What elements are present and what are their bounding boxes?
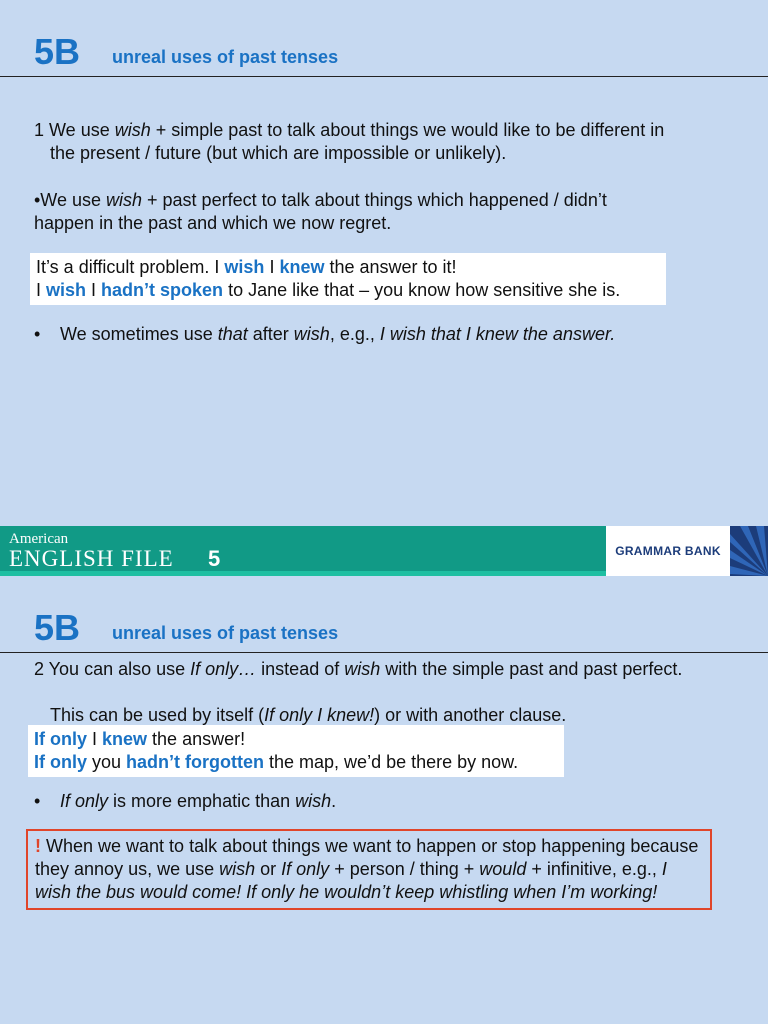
title-divider bbox=[0, 652, 768, 653]
rule-point-past-perfect: •We use wish + past perfect to talk about things which happened / didn’t happen in the past and which we now regret. bbox=[34, 190, 607, 233]
rule-point-2-usage: This can be used by itself (If only I knew!) or with another clause. bbox=[50, 705, 567, 725]
rule-point-2: 2 You can also use If only… instead of wish with the simple past and past perfect. bbox=[34, 659, 683, 679]
unit-number: 5B bbox=[34, 607, 81, 648]
example-sentence: If only you hadn’t forgotten the map, we’d be there by now. bbox=[34, 752, 519, 772]
banner-level: 5 bbox=[208, 546, 221, 571]
warning-icon: ! bbox=[35, 836, 41, 856]
banner-title: ENGLISH FILE bbox=[9, 546, 174, 571]
bullet-note: • If only is more emphatic than wish. bbox=[34, 791, 337, 811]
title-divider bbox=[0, 76, 768, 77]
example-box bbox=[28, 725, 564, 777]
example-sentence: I wish I hadn’t spoken to Jane like that – you know how sensitive she is. bbox=[36, 280, 621, 300]
section-subtitle: unreal uses of past tenses bbox=[112, 47, 339, 67]
unit-number: 5B bbox=[34, 31, 81, 72]
grammar-bank-label: GRAMMAR BANK bbox=[606, 526, 730, 576]
banner-american: American bbox=[9, 531, 69, 547]
example-box bbox=[30, 253, 666, 305]
example-sentence: It’s a difficult problem. I wish I knew the answer to it! bbox=[36, 257, 457, 277]
bullet-note: • We sometimes use that after wish, e.g., I wish that I knew the answer. bbox=[34, 324, 616, 344]
sunburst-icon bbox=[730, 526, 768, 576]
rule-point-1: 1 We use wish + simple past to talk about things we would like to be different in the present / future (but which are impossible or unlikely). bbox=[34, 120, 665, 163]
warning-note-box: ! When we want to talk about things we want to happen or stop happening because they annoy us, we use wish or If only + person / thing + would + infinitive, e.g., I wish the bus would come! If only he wouldn’t keep whistling when I’m working! bbox=[26, 829, 712, 910]
example-sentence: If only I knew the answer! bbox=[34, 729, 246, 749]
banner-stripe bbox=[0, 571, 606, 576]
section-subtitle: unreal uses of past tenses bbox=[112, 623, 339, 643]
